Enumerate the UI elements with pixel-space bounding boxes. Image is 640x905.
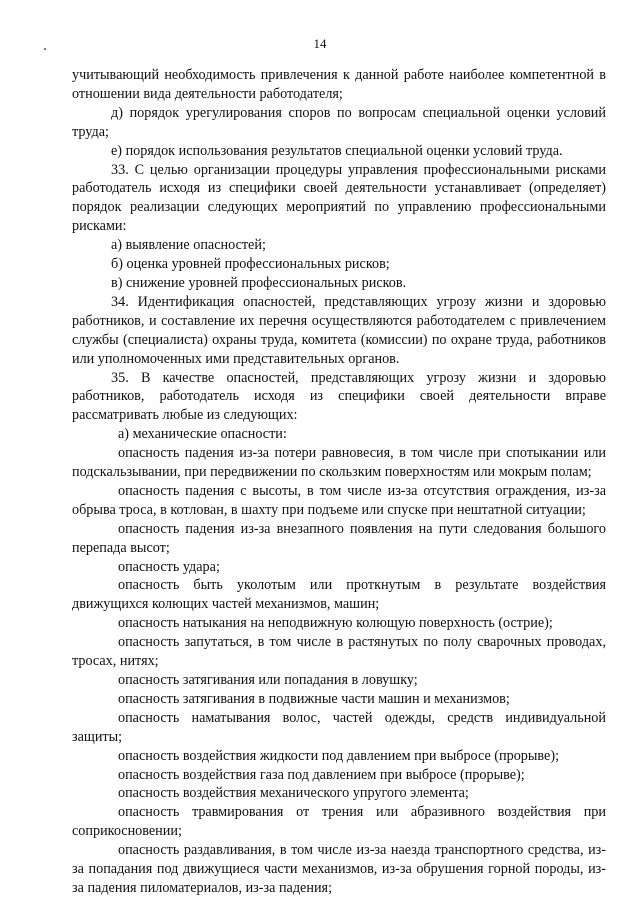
list-item: опасность наматывания волос, частей одежды, средств индивидуальной защиты;	[72, 709, 606, 745]
paragraph-item-34: 34. Идентификация опасностей, представляющих угрозу жизни и здоровью работников, и составление их перечня осуществляются работодателем с привлечением службы (специалиста) охраны труда, комитета (комиссии) по охране труда, работников или уполномоченных ими представительных органов.	[72, 293, 606, 367]
list-item: опасность воздействия механического упругого элемента;	[118, 785, 469, 802]
paragraph: учитывающий необходимость привлечения к данной работе наиболее компетентной в отношении вида деятельности работодателя;	[72, 67, 606, 102]
list-item: опасность затягивания в подвижные части машин и механизмов;	[118, 690, 510, 707]
list-heading: а) механические опасности:	[118, 426, 287, 443]
list-item: опасность воздействия газа под давлением при выбросе (прорыве);	[118, 766, 525, 783]
list-item: б) оценка уровней профессиональных рисков;	[111, 256, 390, 273]
list-item: опасность воздействия жидкости под давлением при выбросе (прорыве);	[118, 747, 560, 764]
list-item: а) выявление опасностей;	[111, 237, 266, 254]
list-item: опасность удара;	[118, 558, 220, 575]
list-item: опасность раздавливания, в том числе из-за наезда транспортного средства, из-за попадания под движущиеся части механизмов, из-за обрушения горной породы, из-за падения пиломатериалов, из-за падения;	[72, 842, 606, 896]
list-item: опасность затягивания или попадания в ловушку;	[118, 672, 418, 688]
list-item: опасность запутаться, в том числе в растянутых по полу сварочных проводах, тросах, нитях;	[72, 634, 606, 670]
list-item: опасность падения с высоты, в том числе из-за отсутствия ограждения, из-за обрыва троса, в котлован, в шахту при подъеме или спуске при нештатной ситуации;	[72, 482, 606, 518]
paragraph: е) порядок использования результатов специальной оценки условий труда.	[111, 142, 563, 159]
paragraph-item-35: 35. В качестве опасностей, представляющих угрозу жизни и здоровью работников, работодатель исходя из специфики своей деятельности вправе рассматривать любые из следующих:	[72, 369, 606, 424]
list-item: опасность натыкания на неподвижную колющую поверхность (острие);	[118, 615, 553, 632]
paragraph: д) порядок урегулирования споров по вопросам специальной оценки условий труда;	[72, 104, 606, 140]
list-item: опасность быть уколотым или проткнутым в результате воздействия движущихся колющих частей механизмов, машин;	[72, 577, 606, 613]
document-body	[72, 66, 606, 898]
paragraph-item-33: 33. С целью организации процедуры управления профессиональными рисками работодатель исходя из специфики своей деятельности устанавливает (определяет) порядок реализации следующих мероприятий по управлению профессиональными рисками:	[72, 161, 606, 235]
list-item: опасность падения из-за потери равновесия, в том числе при спотыкании или подскальзывании, при передвижении по скользким поверхностям или мокрым полам;	[72, 445, 606, 481]
page-number: 14	[313, 36, 327, 51]
list-item: опасность травмирования от трения или абразивного воздействия при соприкосновении;	[72, 804, 606, 840]
list-item: опасность падения из-за внезапного появления на пути следования большого перепада высот;	[72, 520, 606, 556]
list-item: в) снижение уровней профессиональных рисков.	[111, 274, 407, 291]
